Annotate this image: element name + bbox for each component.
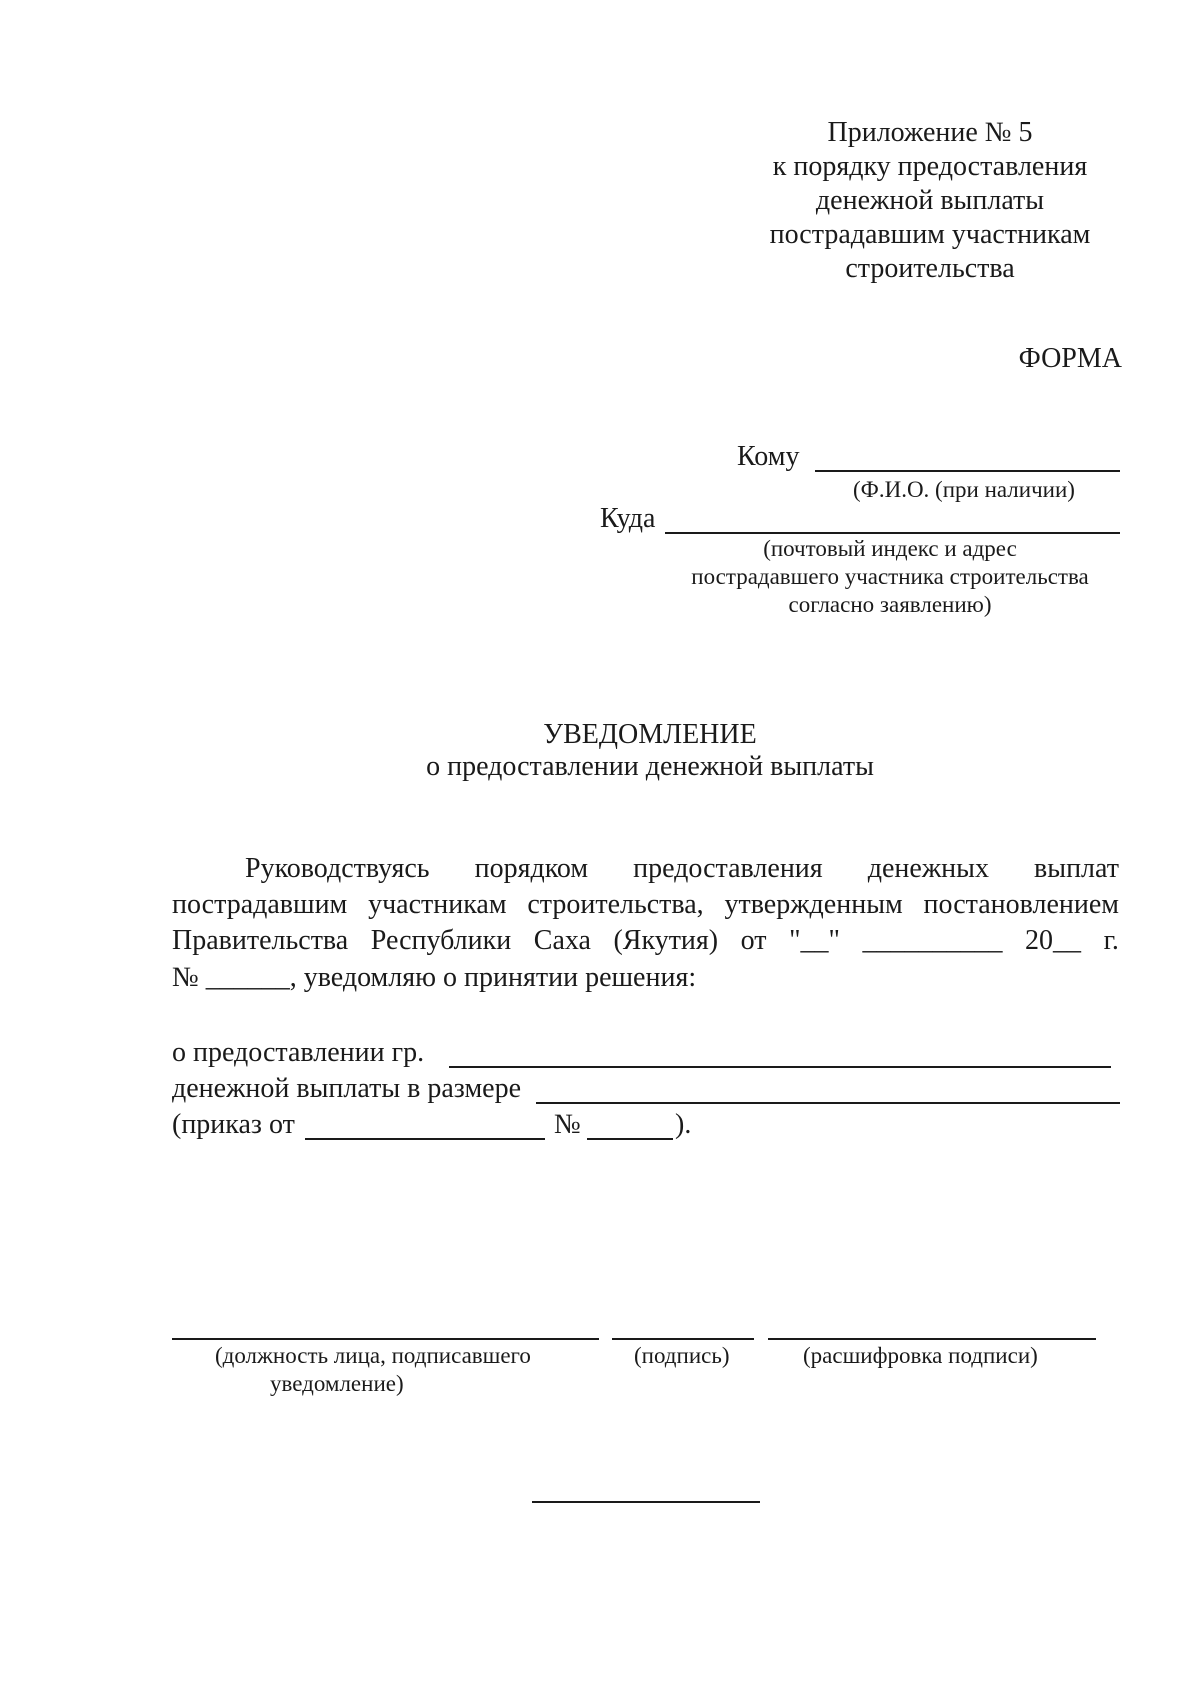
where-hint — [660, 535, 1120, 619]
body-word: денежных — [867, 853, 989, 884]
signature-field-line[interactable] — [612, 1338, 754, 1340]
position-hint-line-2: уведомление) — [270, 1371, 404, 1396]
appendix-block — [760, 116, 1100, 286]
appendix-line: пострадавшим участникам — [769, 219, 1091, 250]
transcript-hint: (расшифровка подписи) — [803, 1343, 1038, 1368]
decision-line1-label: о предоставлении гр. — [172, 1037, 425, 1068]
payment-amount-field-line[interactable] — [536, 1102, 1120, 1104]
where-label: Куда — [600, 503, 656, 534]
body-word: от — [740, 925, 767, 956]
order-prefix: (приказ от — [172, 1109, 295, 1140]
where-field-line[interactable] — [665, 532, 1120, 534]
body-word: (Якутия) — [613, 925, 719, 956]
where-hint-line: согласно заявлению) — [788, 592, 992, 617]
body-word: утвержденным — [724, 889, 903, 920]
to-field-line[interactable] — [815, 470, 1120, 472]
order-date-field-line[interactable] — [305, 1138, 545, 1140]
to-hint: (Ф.И.О. (при наличии) — [853, 477, 1075, 502]
body-row-3 — [172, 923, 1119, 959]
to-label: Кому — [737, 441, 800, 472]
body-row-2 — [172, 887, 1119, 923]
decision-line2-label: денежной выплаты в размере — [172, 1073, 522, 1104]
transcript-field-line[interactable] — [768, 1338, 1096, 1340]
body-row-1 — [245, 851, 1119, 887]
document-title: УВЕДОМЛЕНИЕ — [543, 719, 757, 750]
body-word: участникам — [368, 889, 507, 920]
body-word: г. — [1103, 925, 1119, 956]
appendix-line: денежной выплаты — [815, 185, 1045, 216]
body-word: Правительства — [172, 925, 349, 956]
bottom-separator — [532, 1501, 760, 1503]
where-hint-line: пострадавшего участника строительства — [691, 564, 1089, 589]
position-hint-line-1: (должность лица, подписавшего — [215, 1343, 531, 1368]
position-field-line[interactable] — [172, 1338, 599, 1340]
appendix-line: строительства — [845, 253, 1015, 284]
appendix-line: Приложение № 5 — [827, 117, 1033, 148]
signature-hint: (подпись) — [634, 1343, 730, 1368]
body-word: Руководствуясь — [245, 853, 430, 884]
order-number-field-line[interactable] — [587, 1138, 673, 1140]
date-year-blank[interactable]: 20__ — [1025, 925, 1082, 956]
body-word: постановлением — [923, 889, 1119, 920]
body-word: предоставления — [633, 853, 823, 884]
document-subtitle: о предоставлении денежной выплаты — [426, 751, 874, 782]
body-word: пострадавшим — [172, 889, 348, 920]
order-number-label: № — [554, 1109, 581, 1140]
date-month-blank[interactable]: __________ — [862, 925, 1003, 956]
order-suffix: ). — [675, 1109, 692, 1140]
body-word: порядком — [474, 853, 589, 884]
body-word: Республики — [370, 925, 512, 956]
appendix-line: к порядку предоставления — [772, 151, 1088, 182]
body-word: строительства, — [527, 889, 704, 920]
body-word: выплат — [1034, 853, 1119, 884]
body-row-4: № ______, уведомляю о принятии решения: — [172, 962, 697, 993]
recipient-name-field-line[interactable] — [449, 1066, 1111, 1068]
date-day-blank[interactable]: "__" — [789, 925, 840, 956]
form-label: ФОРМА — [1018, 343, 1122, 374]
where-hint-line: (почтовый индекс и адрес — [763, 536, 1017, 561]
body-word: Саха — [533, 925, 591, 956]
